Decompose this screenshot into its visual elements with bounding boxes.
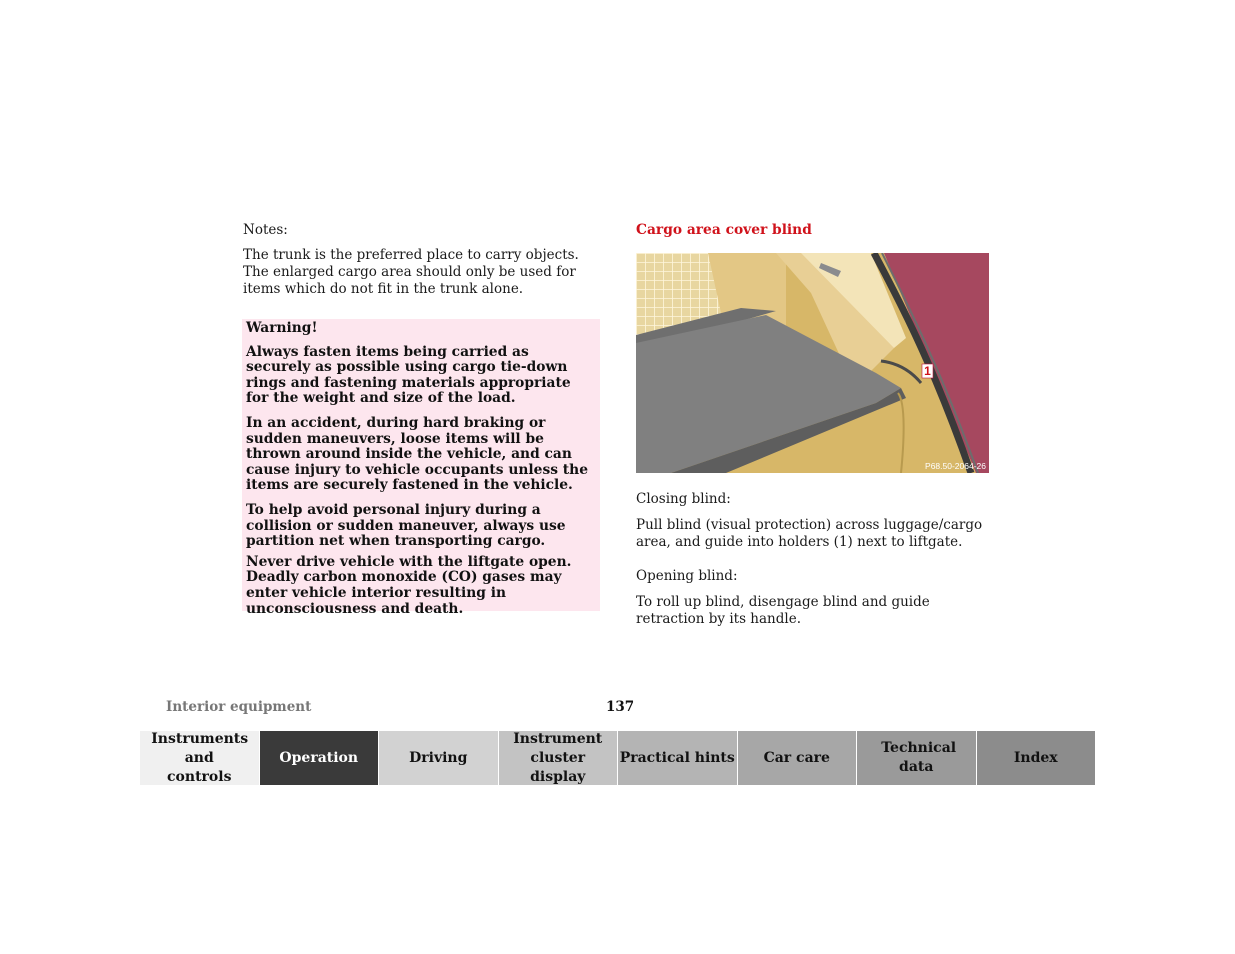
warning-title: Warning!: [246, 320, 318, 336]
closing-instructions: Pull blind (visual protection) across luggage/cargo area, and guide into holders (1) next to liftgate.: [636, 517, 983, 550]
tab-practical-hints[interactable]: [618, 731, 738, 785]
warning-paragraph: Always fasten items being carried as securely as possible using cargo tie-down rings and fastening materials appropriate for the weight and size of the load.: [246, 343, 571, 407]
chapter-tab-bar: [140, 731, 1095, 785]
tab-label: Instrument cluster display: [513, 730, 603, 785]
tab-label: Driving: [409, 749, 468, 766]
intro-paragraph: The trunk is the preferred place to carry objects. The enlarged cargo area should only be used for items which do not fit in the trunk alone.: [243, 247, 579, 297]
tab-label: Car care: [763, 749, 830, 766]
page-number: 137: [606, 699, 635, 715]
warning-paragraph: To help avoid personal injury during a collision or sudden maneuver, always use partition net when transporting cargo.: [246, 501, 566, 550]
tab-label: Technical data: [881, 740, 957, 775]
tab-car-care[interactable]: [738, 731, 858, 785]
figure-code: P68.50-2064-26: [925, 461, 986, 471]
tab-label: Practical hints: [619, 749, 735, 766]
tab-instrument-cluster-display[interactable]: [499, 731, 619, 785]
footer-section-title: Interior equipment: [166, 699, 312, 715]
tab-index[interactable]: [977, 731, 1096, 785]
warning-paragraph: In an accident, during hard braking or sudden maneuvers, loose items will be thrown around inside the vehicle, and can cause injury to vehicle occupants unless the items are securely fastened in the vehicle.: [246, 414, 588, 494]
tab-label: Operation: [279, 749, 359, 766]
warning-paragraph: Never drive vehicle with the liftgate open. Deadly carbon monoxide (CO) gases may enter vehicle interior resulting in unconsciousness and death.: [246, 553, 572, 617]
tab-technical-data[interactable]: [857, 731, 977, 785]
callout-number: 1: [924, 364, 931, 378]
notes-label: Notes:: [243, 222, 288, 238]
tab-label: Index: [1013, 749, 1058, 766]
cargo-cover-illustration: [636, 253, 989, 473]
tab-instruments-and-controls[interactable]: [140, 731, 260, 785]
tab-operation[interactable]: [260, 731, 380, 785]
tab-driving[interactable]: [379, 731, 499, 785]
opening-instructions: To roll up blind, disengage blind and guide retraction by its handle.: [636, 594, 930, 627]
warning-box: [242, 319, 600, 617]
closing-label: Closing blind:: [636, 491, 731, 507]
section-heading: Cargo area cover blind: [636, 222, 812, 238]
tab-label: Instruments and controls: [151, 730, 249, 785]
opening-label: Opening blind:: [636, 568, 738, 584]
